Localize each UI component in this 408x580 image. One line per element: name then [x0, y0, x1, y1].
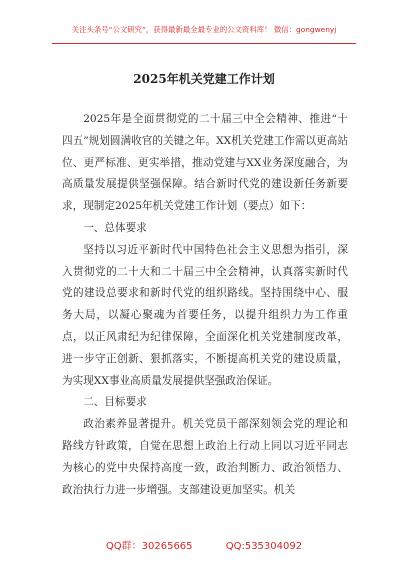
- section-paragraph-goals: 政治素养显著提升。机关党员干部深刻领会党的理论和路线方针政策，自觉在思想上政治上行动上同以习近平同志为核心的党中央保持高度一致，政治判断力、政治领悟力、政治执行力进一步增强。支部建设更加坚实。机关: [62, 418, 348, 496]
- section-heading-general: 一、总体要求: [83, 221, 147, 234]
- header-divider: [52, 43, 356, 44]
- footer-qq-number: QQ:535304092: [225, 541, 303, 552]
- header-banner: 关注头条号“公文研究”，获得最新最全最专业的公文资料库！ 微信：gongwenyj: [71, 25, 337, 34]
- document-body: [62, 109, 348, 501]
- section-paragraph-general: 坚持以习近平新时代中国特色社会主义思想为指引，深入贯彻党的二十大和二十届三中全会精神，认真落实新时代党的建设总要求和新时代党的组织路线。坚持围绕中心、服务大局，以凝心聚魂为首要任务，以提升组织力为工作重点，以正风肃纪为纪律保障，全面深化机关党建制度改革，进一步守正创新、狠抓落实，不断提高机关党的建设质量，为实现XX事业高质量发展提供坚强政治保证。: [62, 243, 348, 387]
- page-title: 2025年机关党建工作计划: [133, 72, 275, 86]
- footer-contact: [0, 537, 408, 552]
- intro-paragraph: 2025年是全面贯彻党的二十届三中全会精神、推进“十四五”规划圆满收官的关键之年。XX机关党建工作需以更高站位、更严标准、更实举措，推动党建与XX业务深度融合，为高质量发展提供坚强保障。结合新时代党的建设新任务新要求，现制定2025年机关党建工作计划（要点）如下：: [62, 113, 348, 213]
- section-heading-goals: 二、目标要求: [83, 396, 147, 409]
- footer-qq-group: QQ群：30265665: [105, 541, 193, 552]
